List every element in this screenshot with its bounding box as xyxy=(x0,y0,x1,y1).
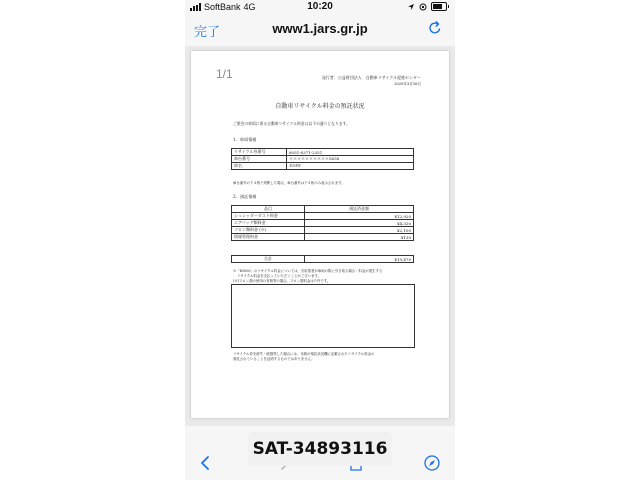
total-table xyxy=(231,255,414,263)
back-chevron-icon[interactable] xyxy=(197,454,215,472)
table-cell-value: ¥12,920 xyxy=(305,213,414,220)
note-line: (※)フロン類の使用の有無等の場合、フロン類料金は０円です。 xyxy=(233,279,331,283)
table-row xyxy=(232,163,414,170)
table-row xyxy=(232,149,414,156)
column-header-amount: 預託済金額 xyxy=(305,206,414,213)
table-cell-value: ¥4,320 xyxy=(305,220,414,227)
document-title: 自動車リサイクル料金の預託状況 xyxy=(275,103,365,110)
table-cell-label: フロン類料金 (※) xyxy=(232,227,305,234)
vehicle-note: 車台番号の下４桁で判断した場合、車台番号は下４桁のみ表示されます。 xyxy=(233,181,345,185)
location-arrow-icon xyxy=(407,3,415,11)
document-date: 2020年3月16日 xyxy=(394,82,421,86)
column-header-item: 品目 xyxy=(232,206,305,213)
carrier-name: SoftBank xyxy=(204,2,241,12)
table-cell-value: ＊＊＊＊＊＊＊＊＊＊5638 xyxy=(287,156,414,163)
footer-note: リサイクル券を紛失・破損等した場合には、本紙が預託状況欄に記載されたリサイクル料金の xyxy=(233,352,375,356)
status-bar xyxy=(185,0,455,14)
table-cell-label: リサイクル券番号 xyxy=(232,149,287,156)
reload-icon[interactable] xyxy=(427,20,443,36)
table-row xyxy=(232,234,414,241)
table-row xyxy=(232,156,414,163)
table-cell-label: エアバッグ類料金 xyxy=(232,220,305,227)
total-value: ¥19,470 xyxy=(305,256,414,263)
watermark-label: SAT-34893116 xyxy=(248,432,392,466)
clock: 10:20 xyxy=(307,1,333,12)
safari-compass-icon[interactable] xyxy=(423,454,441,472)
table-row xyxy=(232,220,414,227)
network-type: 4G xyxy=(243,2,256,12)
battery-icon xyxy=(431,2,447,11)
issuer-line: 発行者：公益財団法人 自動車リサイクル促進センター xyxy=(321,75,421,80)
note-line: リサイクル料金を支払っていただくことがございます。 xyxy=(237,274,322,278)
battery-tip xyxy=(448,5,449,8)
page-indicator: 1/1 xyxy=(216,67,233,81)
table-cell-label: 情報管理料金 xyxy=(232,234,305,241)
table-row xyxy=(232,213,414,220)
total-label: 合計 xyxy=(232,256,305,263)
table-cell-label: シュレッダーダスト料金 xyxy=(232,213,305,220)
table-header-row xyxy=(232,206,414,213)
remarks-box xyxy=(231,284,415,348)
intro-text: ご照会の車両に係る自動車リサイクル料金は以下の通りとなります。 xyxy=(233,121,350,126)
section-deposit-heading: 2．預託情報 xyxy=(233,194,257,199)
fee-table xyxy=(231,205,414,241)
table-cell-label: 車名 xyxy=(232,163,287,170)
phone-screen xyxy=(185,0,455,480)
table-cell-label: 車台番号 xyxy=(232,156,287,163)
pdf-page xyxy=(191,51,449,418)
footer-note: 預託されていることを証明するものではありません。 xyxy=(233,357,315,361)
browser-nav-bar xyxy=(185,14,455,46)
note-line: ※「¥0000」のリサイクル料金については、引取業者が車両の際に引き取る場合・料金が発生する xyxy=(233,269,383,273)
url-title: www1.jars.gr.jp xyxy=(272,21,368,36)
section-vehicle-heading: 1．車両情報 xyxy=(233,137,257,142)
vehicle-info-table xyxy=(231,148,414,170)
table-cell-value: ＢＭＷ xyxy=(287,163,414,170)
pdf-viewer[interactable] xyxy=(185,46,455,426)
table-cell-value: 8051-8371-2351 xyxy=(287,149,414,156)
orientation-lock-icon xyxy=(419,3,427,11)
table-row xyxy=(232,256,414,263)
table-row xyxy=(232,227,414,234)
done-button[interactable]: 完了 xyxy=(194,24,221,39)
table-cell-value: ¥2,100 xyxy=(305,227,414,234)
table-cell-value: ¥130 xyxy=(305,234,414,241)
